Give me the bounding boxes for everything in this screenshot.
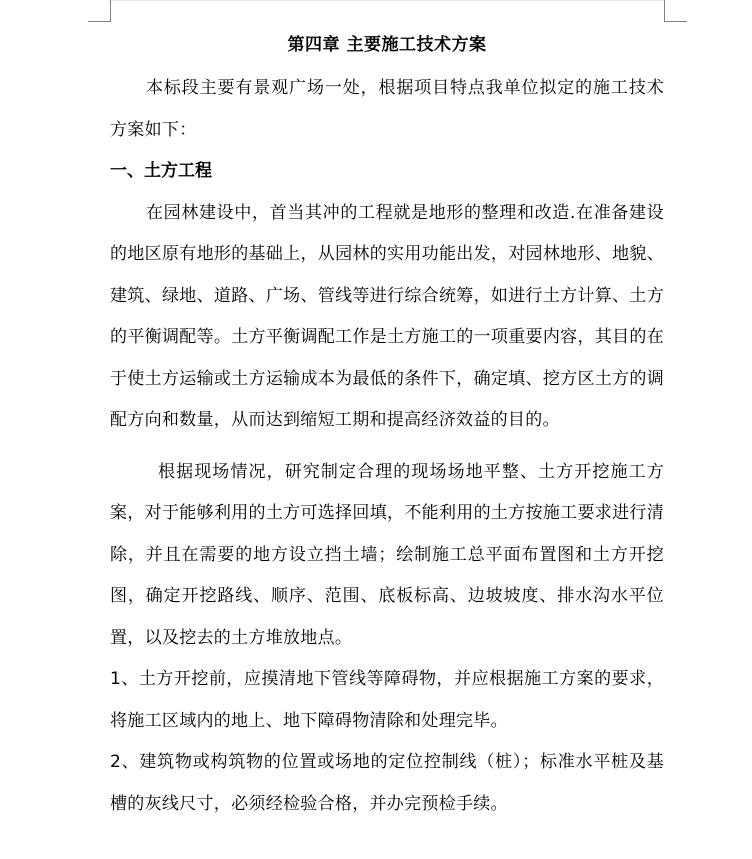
section-paragraph-1: 在园林建设中，首当其冲的工程就是地形的整理和改造.在准备建设的地区原有地形的基础上，从园林的实用功能出发，对园林地形、地貌、建筑、绿地、道路、广场、管线等进行综合统筹，如进行土方计算、土方的平衡调配等。土方平衡调配工作是土方施工的一项重要内容，其目的在于使土方运输或土方运输成本为最低的条件下，确定填、挖方区土方的调配方向和数量，从而达到缩短工期和提高经济效益的目的。 [110, 202, 664, 430]
page-top-border [110, 0, 665, 1]
intro-paragraph: 本标段主要有景观广场一处，根据项目特点我单位拟定的施工技术方案如下： [110, 78, 664, 140]
spacer [110, 442, 664, 452]
list-item-1: 1、土方开挖前，应摸清地下管线等障碍物，并应根据施工方案的要求，将施工区域内的地上、地下障碍物清除和处理完毕。 [110, 669, 664, 731]
list-item-2: 2、建筑物或构筑物的位置或场地的定位控制线（桩）；标准水平桩及基槽的灰线尺寸，必须经检验合格，并办完预检手续。 [110, 752, 664, 814]
section-heading: 一、土方工程 [110, 161, 212, 181]
section-paragraph-2: 根据现场情况，研究制定合理的现场场地平整、土方开挖施工方案，对于能够利用的土方可选择回填，不能利用的土方按施工要求进行清除，并且在需要的地方设立挡土墙；绘制施工总平面布置图和土方开挖图，确定开挖路线、顺序、范围、底板标高、边坡坡度、排水沟水平位置，以及挖去的土方堆放地点。 [110, 461, 664, 648]
margin-mark-right-vertical [664, 0, 665, 22]
margin-mark-left-vertical [110, 0, 111, 22]
document-body [110, 28, 664, 825]
margin-mark-right-horizontal [664, 21, 687, 22]
chapter-title: 第四章 主要施工技术方案 [287, 35, 487, 55]
margin-mark-left-horizontal [88, 21, 111, 22]
